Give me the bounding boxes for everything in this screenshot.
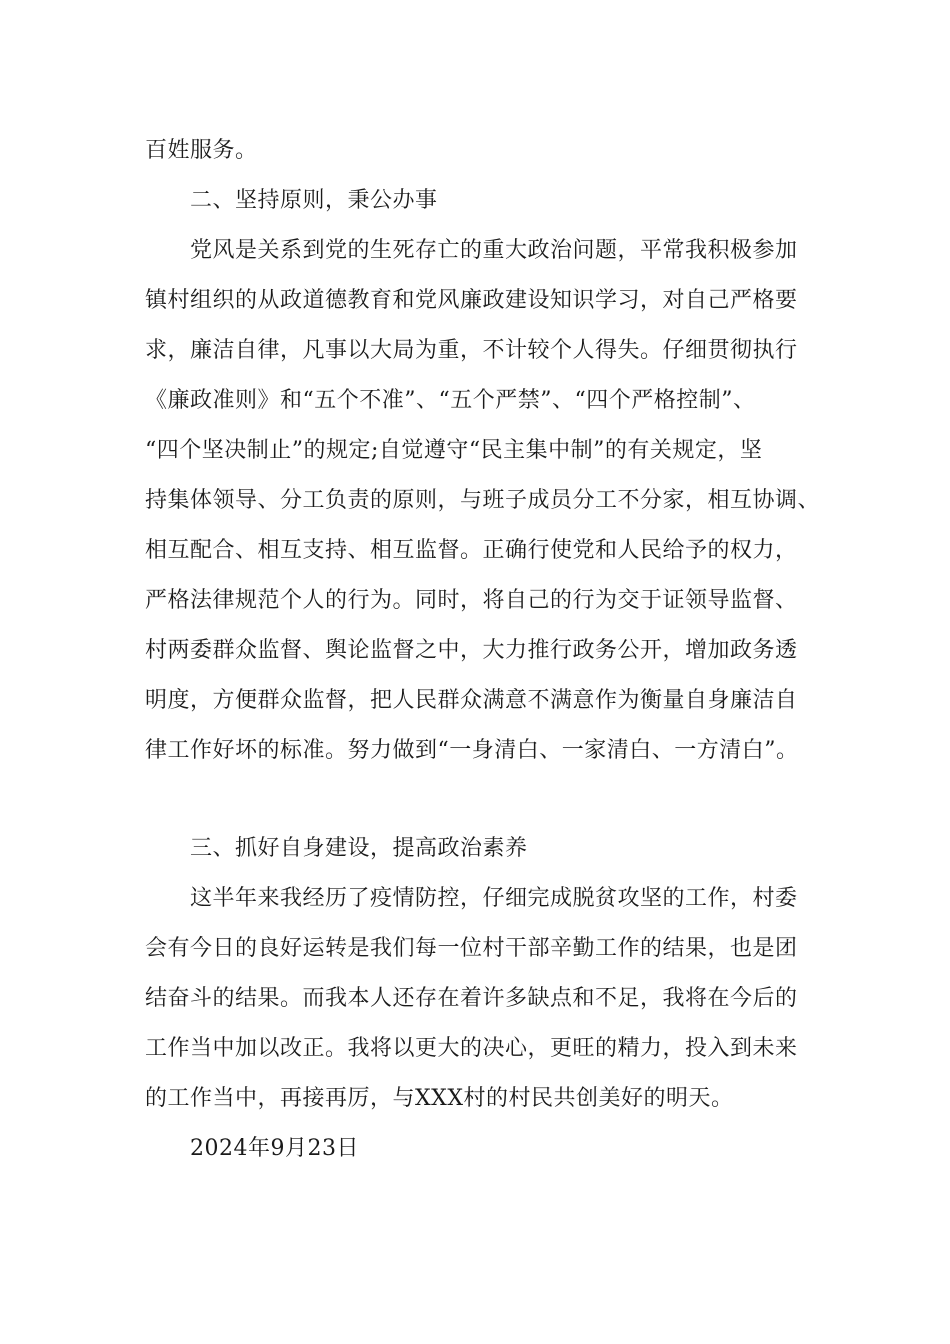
opening-tail-text: 百姓服务。 (145, 138, 258, 163)
section-2-line: 相互配合、相互支持、相互监督。正确行使党和人民给予的权力， (145, 538, 798, 563)
section-3-line: 的工作当中，再接再厉，与XXX村的村民共创美好的明天。 (145, 1086, 734, 1111)
section-2-line: 镇村组织的从政道德教育和党风廉政建设知识学习，对自己严格要 (145, 288, 798, 313)
section-2-line: 明度，方便群众监督，把人民群众满意不满意作为衡量自身廉洁自 (145, 688, 798, 713)
section-2-line: 党风是关系到党的生死存亡的重大政治问题，平常我积极参加 (190, 238, 798, 263)
section-2-line: 持集体领导、分工负责的原则，与班子成员分工不分家，相互协调、 (145, 488, 821, 513)
section-2-line: 律工作好坏的标准。努力做到“一身清白、一家清白、一方清白”。 (145, 738, 799, 763)
document-date: 2024年9月23日 (190, 1136, 359, 1161)
section-2-line: 《廉政准则》和“五个不准”、“五个严禁”、“四个严格控制”、 (145, 388, 756, 413)
section-3-heading: 三、抓好自身建设，提高政治素养 (190, 836, 528, 861)
section-3-line: 工作当中加以改正。我将以更大的决心，更旺的精力，投入到未来 (145, 1036, 798, 1061)
section-2-line: 求，廉洁自律，凡事以大局为重，不计较个人得失。仔细贯彻执行 (145, 338, 798, 363)
section-2-line: 严格法律规范个人的行为。同时，将自己的行为交于证领导监督、 (145, 588, 798, 613)
section-2-line: 村两委群众监督、舆论监督之中，大力推行政务公开，增加政务透 (145, 638, 798, 663)
section-3-line: 结奋斗的结果。而我本人还存在着许多缺点和不足，我将在今后的 (145, 986, 798, 1011)
section-2-heading: 二、坚持原则，秉公办事 (190, 188, 438, 213)
section-3-line: 这半年来我经历了疫情防控，仔细完成脱贫攻坚的工作，村委 (190, 886, 798, 911)
section-2-line: “四个坚决制止”的规定;自觉遵守“民主集中制”的有关规定，坚 (145, 438, 763, 463)
section-3-line: 会有今日的良好运转是我们每一位村干部辛勤工作的结果，也是团 (145, 936, 798, 961)
